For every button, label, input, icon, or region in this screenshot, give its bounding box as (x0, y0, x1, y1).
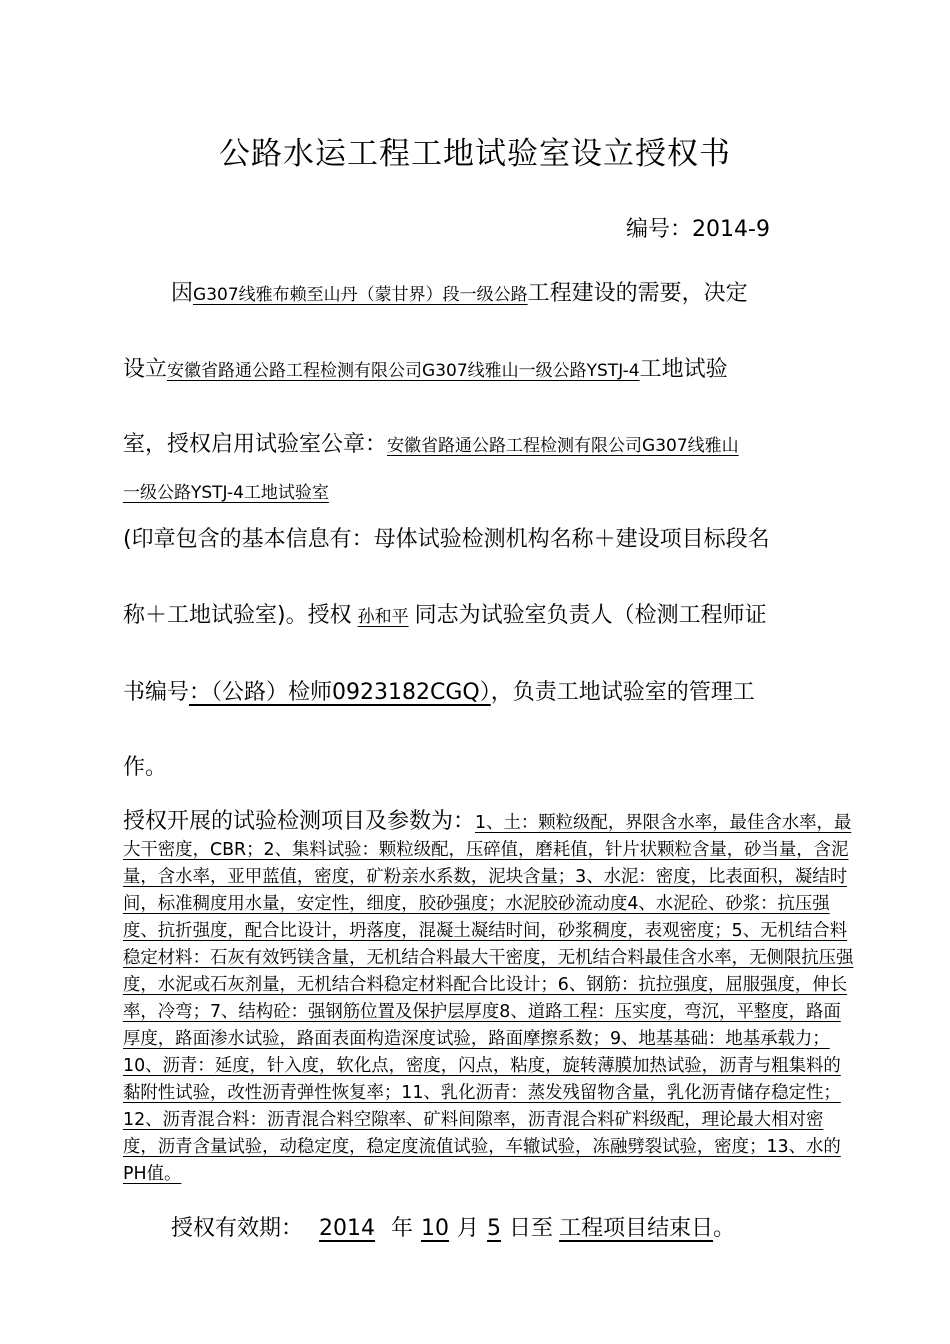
paragraph-line-7: 书编号：（公路）检师0923182CGQ），负责工地试验室的管理工 (123, 680, 755, 705)
document-number-label: 编号： (626, 217, 693, 242)
paragraph-line-3: 室，授权启用试验室公章：安徽省路通公路工程检测有限公司G307线雅山 (123, 432, 739, 457)
seal-name-continued: 一级公路YSTJ-4工地试验室 (123, 483, 329, 503)
responsible-person: 孙和平 (357, 607, 409, 627)
paragraph-line-4 (123, 478, 329, 504)
paragraph-line-6: 称＋工地试验室)。授权 孙和平 同志为试验室负责人（检测工程师证 (123, 603, 767, 628)
test-items-paragraph (123, 809, 858, 1187)
validity-period: 授权有效期： 2014 年 10 月 5 日至 工程项目结束日。 (171, 1216, 736, 1241)
paragraph-line-5: (印章包含的基本信息有：母体试验检测机构名称＋建设项目标段名 (123, 527, 770, 552)
seal-name: 安徽省路通公路工程检测有限公司G307线雅山 (387, 436, 739, 456)
document-title: 公路水运工程工地试验室设立授权书 (219, 136, 731, 172)
test-items-lead: 授权开展的试验检测项目及参数为： (123, 809, 476, 834)
certificate-number: ：（公路）检师0923182CGQ） (189, 680, 491, 705)
test-items-list: 1、土：颗粒级配，界限含水率，最佳含水率，最大干密度，CBR；2、集料试验：颗粒级配，压碎值，磨耗值，针片状颗粒含量，砂当量，含泥量，含水率，亚甲蓝值，密度，矿粉亲水系数，泥块含量；3、水泥：密度，比表面积，凝结时间，标准稠度用水量，安定性，细度，胶砂强度；水泥胶砂流动度4、水泥砼、砂浆：抗压强度、抗折强度，配合比设计，坍落度，混凝土凝结时间，砂浆稠度，表观密度；5、无机结合料稳定材料：石灰有效钙镁含量，无机结合料最大干密度，无机结合料最佳含水率，无侧限抗压强度，水泥或石灰剂量，无机结合料稳定材料配合比设计；6、钢筋：抗拉强度，屈服强度，伸长率，冷弯；7、结构砼：强钢筋位置及保护层厚度8、道路工程：压实度，弯沉，平整度，路面厚度，路面渗水试验，路面表面构造深度试验，路面摩擦系数；9、地基基础：地基承载力；10、沥青：延度，针入度，软化点，密度，闪点，粘度，旋转薄膜加热试验，沥青与粗集料的黏附性试验，改性沥青弹性恢复率；11、乳化沥青：蒸发残留物含量，乳化沥青储存稳定性；12、沥青混合料：沥青混合料空隙率、矿料间隙率，沥青混合料矿料级配，理论最大相对密度，沥青含量试验，动稳定度，稳定度流值试验，车辙试验，冻融劈裂试验，密度；13、水的PH值。 (123, 813, 854, 1184)
validity-month: 10 (421, 1216, 450, 1241)
validity-year: 2014 (319, 1216, 376, 1241)
paragraph-line-8: 作。 (123, 755, 168, 780)
project-name: G307线雅布赖至山丹（蒙甘界）段一级公路 (193, 285, 528, 305)
validity-day: 5 (487, 1216, 502, 1241)
paragraph-line-2: 设立安徽省路通公路工程检测有限公司G307线雅山一级公路YSTJ-4工地试验 (123, 357, 728, 382)
validity-label: 授权有效期： (171, 1216, 304, 1241)
paragraph-line-1: 因G307线雅布赖至山丹（蒙甘界）段一级公路工程建设的需要，决定 (171, 281, 748, 306)
lab-name: 安徽省路通公路工程检测有限公司G307线雅山一级公路YSTJ-4 (167, 361, 640, 381)
document-number-value: 2014-9 (692, 217, 770, 242)
validity-end: 工程项目结束日 (559, 1216, 714, 1241)
document-number (626, 212, 770, 243)
